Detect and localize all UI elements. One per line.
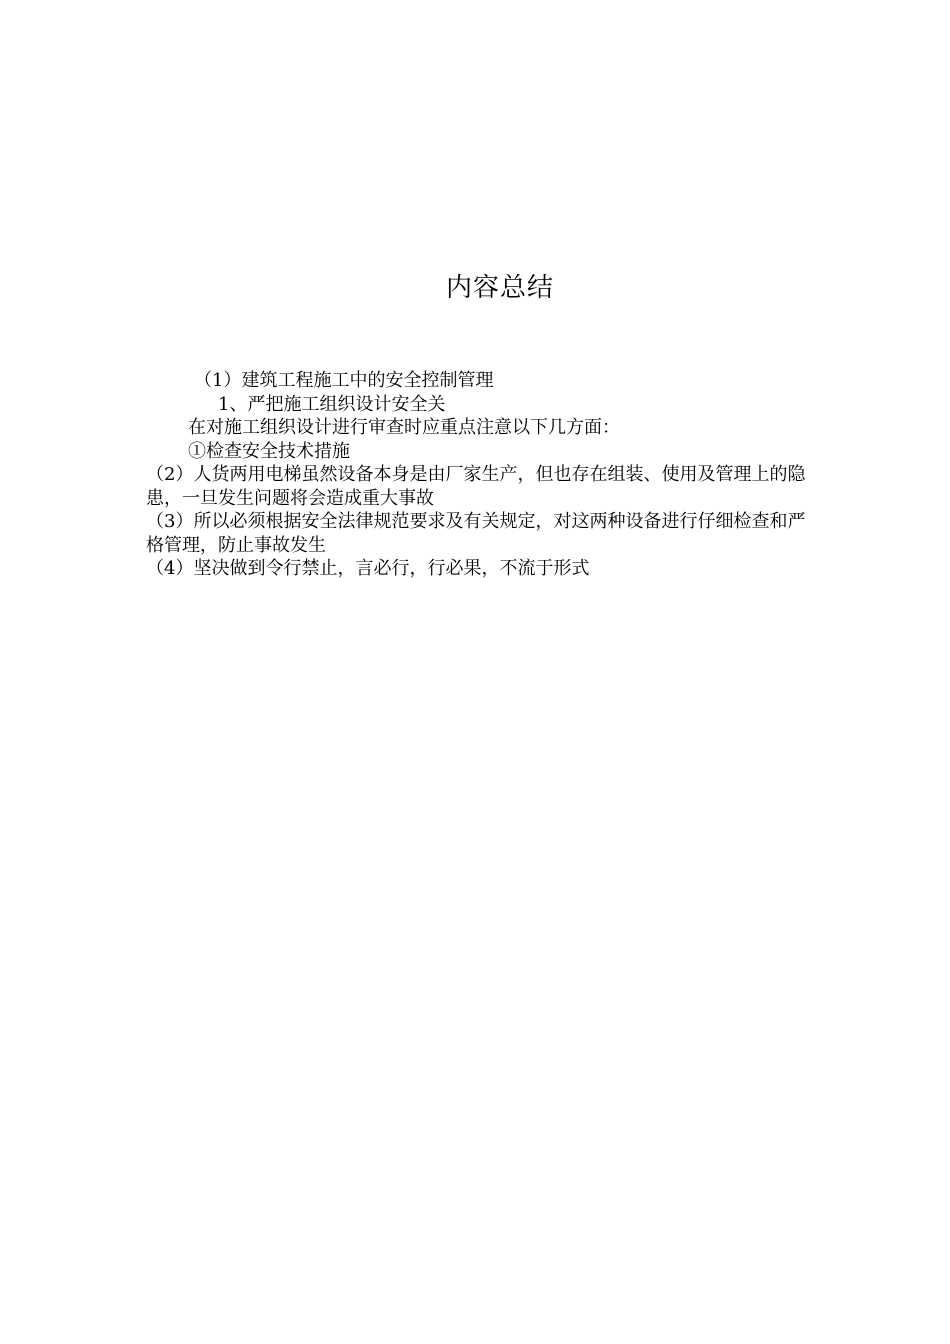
paragraph-2: （2）人货两用电梯虽然设备本身是由厂家生产，但也存在组装、使用及管理上的隐患，一旦发生问题将会造成重大事故	[146, 464, 806, 509]
section-heading-1: （1）建筑工程施工中的安全控制管理	[194, 370, 494, 391]
list-item-1: ①检查安全技术措施	[188, 440, 350, 462]
paragraph-4: （4）坚决做到令行禁止，言必行，行必果，不流于形式	[146, 558, 590, 579]
document-body	[146, 369, 806, 581]
page-title: 内容总结	[446, 273, 555, 303]
paragraph-3: （3）所以必须根据安全法律规范要求及有关规定，对这两种设备进行仔细检查和严格管理，防止事故发生	[146, 511, 806, 556]
subsection-heading-1: 1、严把施工组织设计安全关	[218, 393, 446, 415]
body-paragraph-review: 在对施工组织设计进行审查时应重点注意以下几方面：	[188, 417, 620, 438]
